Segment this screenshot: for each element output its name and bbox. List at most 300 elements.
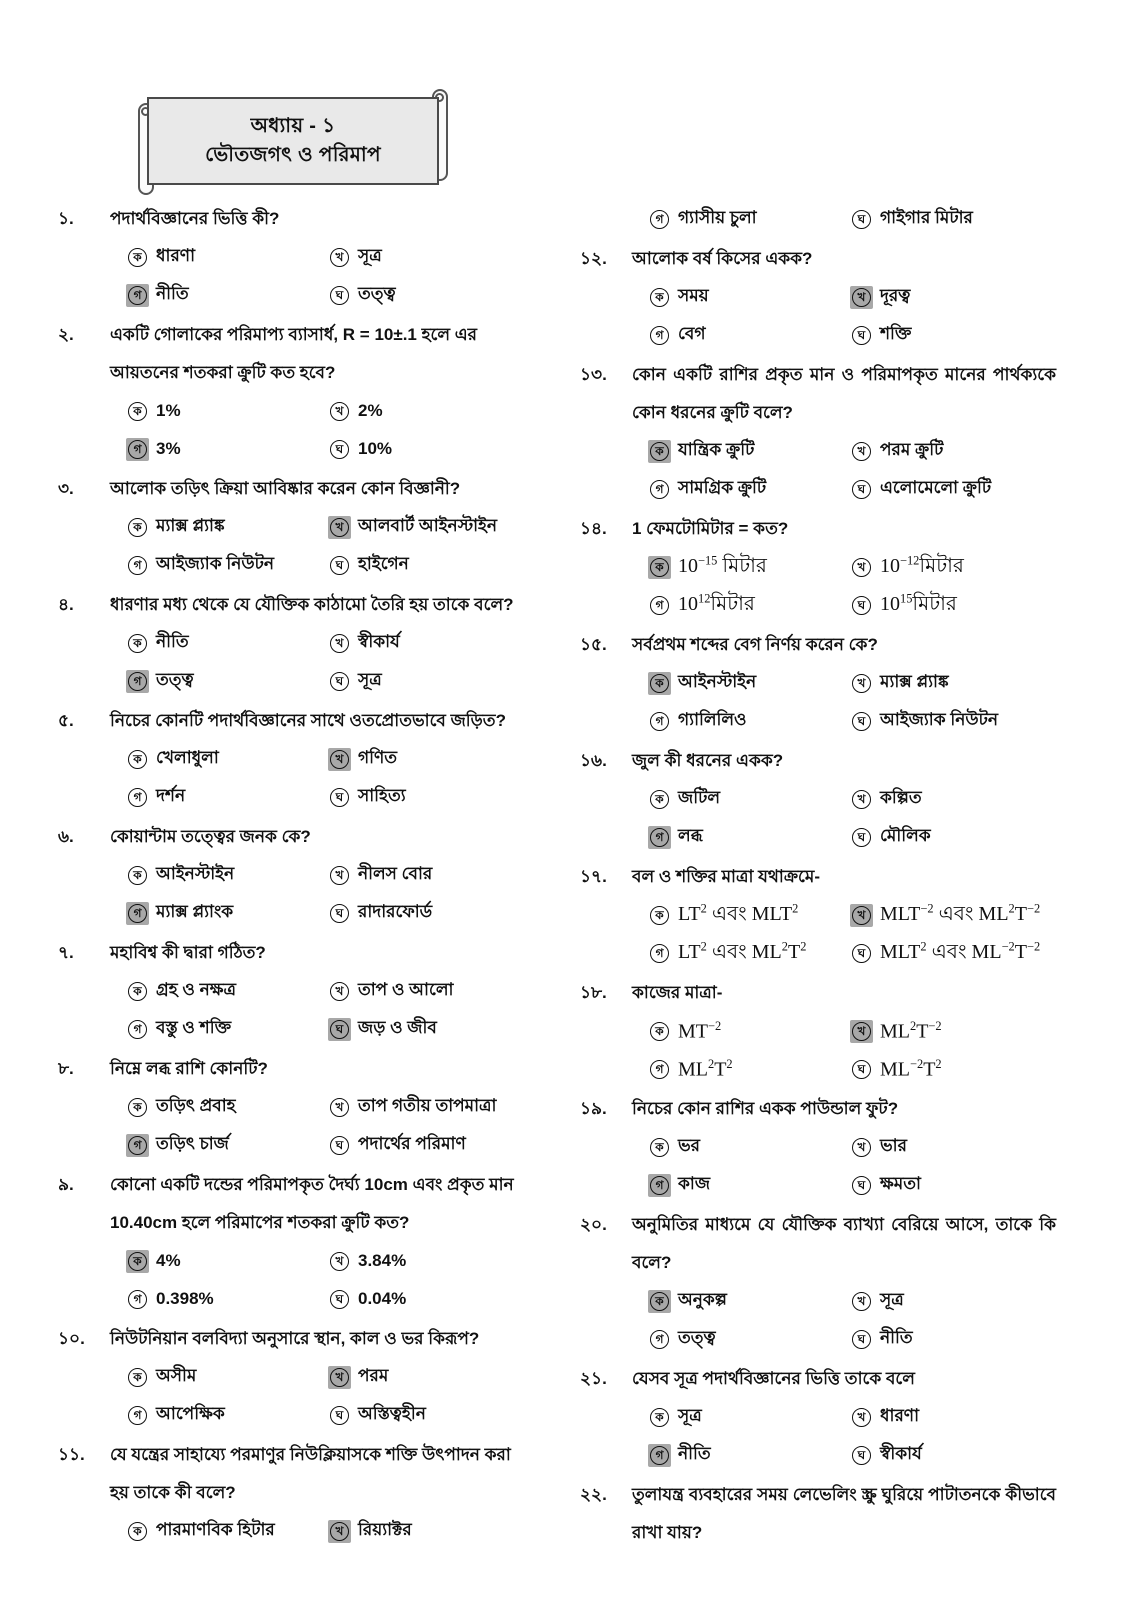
option-label: পরম ক্রুটি [880, 440, 944, 459]
option-গ[interactable] [110, 662, 322, 700]
option-label: 10% [358, 439, 393, 458]
option-marker[interactable] [328, 980, 351, 1003]
option-খ[interactable] [844, 1128, 1056, 1166]
option-ঘ[interactable] [322, 430, 534, 468]
option-marker[interactable] [126, 246, 149, 269]
option-marker[interactable] [850, 1136, 873, 1159]
option-marker-selected[interactable] [850, 286, 873, 309]
question-text: আলোক তড়িৎ ক্রিয়া আবিষ্কার করেন কোন বিজ্ঞানী? [110, 479, 461, 498]
question-text: একটি গোলাকের পরিমাপ্য ব্যাসার্ধ, R = 10±.1 হলে এর আয়তনের শতকরা ক্রুটি কত হবে? [110, 325, 478, 382]
option-label: নীতি [678, 1444, 711, 1463]
option-marker-selected[interactable] [126, 1250, 149, 1273]
question-text: জুল কী ধরনের একক? [632, 751, 784, 770]
question-number: ১২. [580, 249, 607, 268]
question-body [110, 586, 534, 700]
option-label: গ্যালিলিও [678, 710, 747, 729]
option-ঘ[interactable] [844, 200, 1056, 238]
question-block [56, 1320, 534, 1434]
option-marker[interactable] [850, 1328, 873, 1351]
option-label: নীতি [880, 1328, 913, 1347]
option-ঘ[interactable] [322, 1010, 534, 1048]
option-label: দর্শন [156, 786, 186, 805]
option-label: রিয়্যাক্টর [358, 1520, 412, 1539]
option-খ[interactable] [844, 1398, 1056, 1436]
option-ঘ[interactable] [844, 1050, 1056, 1088]
option-marker-glyph: ঘ [330, 788, 349, 807]
option-label: বস্তু ও শক্তি [156, 1018, 232, 1037]
option-marker[interactable] [648, 324, 671, 347]
option-label: MLT$^2$ এবং $ML^{-2}T^{-2}$ [880, 938, 1041, 963]
option-marker[interactable] [648, 904, 671, 927]
question-block [578, 1476, 1056, 1552]
option-label: তত্ত্ব [678, 1328, 716, 1347]
option-marker[interactable] [126, 786, 149, 809]
option-marker-selected[interactable] [126, 902, 149, 925]
option-ক[interactable] [110, 1242, 322, 1280]
option-marker-glyph: ঘ [852, 712, 871, 731]
question-body [110, 470, 534, 584]
option-খ[interactable] [322, 972, 534, 1010]
question-body [632, 1090, 1056, 1204]
option-marker-glyph: ক [650, 1138, 669, 1157]
option-ঘ[interactable] [844, 1166, 1056, 1204]
option-ক[interactable] [110, 740, 322, 778]
option-marker-selected[interactable] [328, 1520, 351, 1543]
option-ঘ[interactable] [844, 316, 1056, 354]
option-label: সামগ্রিক ক্রুটি [678, 478, 767, 497]
option-খ[interactable] [322, 1242, 534, 1280]
question-body [632, 742, 1056, 856]
option-ক[interactable] [632, 1282, 844, 1320]
option-marker-selected[interactable] [648, 556, 671, 579]
option-marker-selected[interactable] [126, 438, 149, 461]
option-গ[interactable] [632, 1320, 844, 1358]
option-list [632, 200, 1056, 238]
question-number: ১৫. [580, 635, 607, 654]
option-marker-glyph: গ [128, 788, 147, 807]
option-marker-glyph: গ [650, 1446, 669, 1465]
question-block [56, 702, 534, 816]
option-ক[interactable] [110, 392, 322, 430]
option-খ[interactable] [844, 780, 1056, 818]
option-label: 2% [358, 401, 383, 420]
option-marker[interactable] [850, 942, 873, 965]
option-marker-selected[interactable] [648, 440, 671, 463]
option-marker-glyph: ঘ [852, 944, 871, 963]
question-block [578, 1206, 1056, 1358]
option-খ[interactable] [322, 392, 534, 430]
option-marker[interactable] [328, 246, 351, 269]
option-marker[interactable] [126, 1018, 149, 1041]
question-number: ৪. [58, 595, 74, 614]
option-গ[interactable] [632, 1436, 844, 1474]
option-list [632, 432, 1056, 508]
option-marker[interactable] [648, 1328, 671, 1351]
option-marker[interactable] [850, 710, 873, 733]
option-label: অনুকল্প [678, 1290, 727, 1309]
question-text: কাজের মাত্রা- [632, 983, 723, 1002]
option-marker-glyph: গ [650, 596, 669, 615]
question-block [56, 818, 534, 932]
option-marker-glyph: ঘ [852, 1330, 871, 1349]
option-marker-selected[interactable] [126, 284, 149, 307]
option-ক[interactable] [110, 1358, 322, 1396]
option-marker-selected[interactable] [126, 670, 149, 693]
option-গ[interactable] [110, 778, 322, 816]
option-ঘ[interactable] [844, 818, 1056, 856]
option-marker-glyph: ঘ [852, 596, 871, 615]
option-গ[interactable] [632, 470, 844, 508]
option-marker-glyph: গ [128, 1406, 147, 1425]
option-marker[interactable] [126, 1288, 149, 1311]
option-label: ক্ষমতা [880, 1174, 921, 1193]
question-number: ১৬. [580, 751, 607, 770]
option-list [632, 548, 1056, 624]
option-খ[interactable] [844, 664, 1056, 702]
option-marker-glyph: খ [852, 790, 871, 809]
option-marker-selected[interactable] [648, 1174, 671, 1197]
option-marker-selected[interactable] [648, 826, 671, 849]
option-label: তত্ত্ব [358, 284, 396, 303]
option-marker-glyph: খ [330, 518, 349, 537]
option-marker-glyph: খ [330, 866, 349, 885]
option-marker-glyph: ক [650, 790, 669, 809]
option-marker-glyph: খ [330, 1098, 349, 1117]
option-ক[interactable] [110, 856, 322, 894]
option-marker[interactable] [328, 400, 351, 423]
option-গ[interactable] [110, 276, 322, 314]
option-ক[interactable] [632, 896, 844, 934]
option-গ[interactable] [110, 546, 322, 584]
option-ঘ[interactable] [844, 586, 1056, 624]
option-marker[interactable] [850, 1290, 873, 1313]
option-marker[interactable] [648, 710, 671, 733]
option-marker-glyph: খ [330, 248, 349, 267]
option-marker[interactable] [648, 208, 671, 231]
option-marker-glyph: ক [128, 1522, 147, 1541]
option-গ[interactable] [110, 894, 322, 932]
option-marker[interactable] [126, 864, 149, 887]
option-marker[interactable] [126, 554, 149, 577]
option-গ[interactable] [632, 1166, 844, 1204]
option-খ[interactable] [844, 432, 1056, 470]
option-marker[interactable] [850, 594, 873, 617]
option-গ[interactable] [632, 200, 844, 238]
question-number: ৯. [58, 1175, 74, 1194]
question-number: ৬. [58, 827, 74, 846]
option-label: গ্রহ ও নক্ষত্র [156, 980, 237, 999]
option-label: নীতি [156, 284, 189, 303]
option-ঘ[interactable] [322, 662, 534, 700]
option-গ[interactable] [632, 316, 844, 354]
option-marker[interactable] [328, 1096, 351, 1119]
option-label: নীলস বোর [358, 864, 433, 883]
option-label: $10^{15}মিটার$ [880, 590, 957, 615]
question-text: আলোক বর্ষ কিসের একক? [632, 249, 813, 268]
option-গ[interactable] [632, 586, 844, 624]
option-খ[interactable] [844, 278, 1056, 316]
option-ক[interactable] [632, 664, 844, 702]
option-marker-selected[interactable] [648, 672, 671, 695]
option-খ[interactable] [322, 508, 534, 546]
option-marker[interactable] [328, 670, 351, 693]
option-ক[interactable] [110, 624, 322, 662]
option-ঘ[interactable] [322, 546, 534, 584]
option-marker[interactable] [328, 786, 351, 809]
option-ঘ[interactable] [844, 470, 1056, 508]
option-marker-glyph: ক [128, 634, 147, 653]
option-marker[interactable] [850, 556, 873, 579]
option-marker[interactable] [126, 1096, 149, 1119]
option-marker[interactable] [328, 1134, 351, 1157]
option-label: খেলাধুলা [156, 748, 219, 767]
option-খ[interactable] [844, 896, 1056, 934]
option-marker-selected[interactable] [850, 904, 873, 927]
question-block [578, 858, 1056, 972]
question-body [110, 934, 534, 1048]
question-body [632, 510, 1056, 624]
option-marker[interactable] [328, 632, 351, 655]
question-text: ধারণার মধ্য থেকে যে যৌক্তিক কাঠামো তৈরি হয় তাকে বলে? [110, 595, 514, 614]
option-label: যান্ত্রিক ক্রুটি [678, 440, 755, 459]
option-marker[interactable] [850, 1174, 873, 1197]
option-marker[interactable] [648, 1406, 671, 1429]
option-marker-glyph: ক [650, 906, 669, 925]
option-label: শক্তি [880, 324, 912, 343]
option-marker[interactable] [126, 1520, 149, 1543]
option-list [632, 1128, 1056, 1204]
option-label: তাপ গতীয় তাপমাত্রা [358, 1096, 497, 1115]
option-label: গাইগার মিটার [880, 208, 973, 227]
option-marker[interactable] [328, 1404, 351, 1427]
option-label: অসীম [156, 1366, 197, 1385]
option-label: 0.398% [156, 1289, 214, 1308]
option-marker[interactable] [328, 1250, 351, 1273]
option-marker-glyph: গ [650, 828, 669, 847]
option-label: $ML^2T^{-2}$ [880, 1018, 942, 1043]
option-marker[interactable] [850, 1406, 873, 1429]
option-label: বেগ [678, 324, 706, 343]
option-label: $ML^2T^2$ [678, 1056, 733, 1081]
option-marker[interactable] [328, 554, 351, 577]
option-গ[interactable] [632, 818, 844, 856]
question-block [578, 240, 1056, 354]
option-marker[interactable] [126, 980, 149, 1003]
option-marker-glyph: গ [128, 904, 147, 923]
question-number: ১৩. [580, 365, 607, 384]
option-marker[interactable] [126, 632, 149, 655]
question-block [56, 316, 534, 468]
option-marker[interactable] [126, 400, 149, 423]
option-list [632, 896, 1056, 972]
option-marker[interactable] [328, 1288, 351, 1311]
option-ঘ[interactable] [322, 894, 534, 932]
option-marker[interactable] [328, 864, 351, 887]
option-marker[interactable] [648, 1020, 671, 1043]
option-ঘ[interactable] [322, 1280, 534, 1318]
option-marker-glyph: ঘ [330, 556, 349, 575]
option-marker-glyph: গ [128, 672, 147, 691]
option-marker-selected[interactable] [126, 1134, 149, 1157]
option-ক[interactable] [110, 1088, 322, 1126]
question-number: ১৭. [580, 867, 607, 886]
option-marker-glyph: খ [852, 674, 871, 693]
option-marker-glyph: ক [128, 866, 147, 885]
option-list [632, 1012, 1056, 1088]
option-খ[interactable] [322, 1358, 534, 1396]
question-text: কোয়ান্টাম তত্ত্বের জনক কে? [110, 827, 311, 846]
question-number: ৮. [58, 1059, 74, 1078]
option-marker[interactable] [648, 942, 671, 965]
option-ঘ[interactable] [844, 1436, 1056, 1474]
option-label: কাজ [678, 1174, 711, 1193]
option-marker[interactable] [850, 208, 873, 231]
option-marker[interactable] [850, 788, 873, 811]
option-marker-glyph: ক [650, 674, 669, 693]
question-number: ১৮. [580, 983, 607, 1002]
option-marker-glyph: ঘ [330, 1020, 349, 1039]
option-marker-selected[interactable] [648, 1290, 671, 1313]
option-ক[interactable] [632, 1398, 844, 1436]
option-marker[interactable] [648, 1136, 671, 1159]
option-marker-glyph: ঘ [330, 1136, 349, 1155]
option-ক[interactable] [110, 1512, 322, 1550]
option-ক[interactable] [632, 780, 844, 818]
option-list [110, 740, 534, 816]
option-ক[interactable] [632, 1128, 844, 1166]
option-marker[interactable] [126, 748, 149, 771]
option-খ[interactable] [844, 1012, 1056, 1050]
option-খ[interactable] [844, 548, 1056, 586]
option-ক[interactable] [110, 972, 322, 1010]
question-block [578, 742, 1056, 856]
option-label: লব্ধ [678, 826, 703, 845]
option-marker-glyph: খ [330, 1252, 349, 1271]
option-label: $10^{12}মিটার$ [678, 590, 755, 615]
option-ক[interactable] [110, 238, 322, 276]
option-marker-glyph: খ [330, 402, 349, 421]
option-গ[interactable] [632, 1050, 844, 1088]
option-marker[interactable] [328, 438, 351, 461]
option-label: দূরত্ব [880, 286, 911, 305]
option-marker-selected[interactable] [850, 1020, 873, 1043]
option-marker[interactable] [126, 1366, 149, 1389]
option-marker[interactable] [850, 672, 873, 695]
option-label: আলবার্ট আইনস্টাইন [358, 516, 498, 535]
option-list [110, 624, 534, 700]
option-marker-glyph: খ [852, 1292, 871, 1311]
option-ক[interactable] [632, 1012, 844, 1050]
question-block [56, 200, 534, 314]
option-list [632, 278, 1056, 354]
option-খ[interactable] [844, 1282, 1056, 1320]
option-marker[interactable] [648, 1058, 671, 1081]
question-block [578, 1360, 1056, 1474]
question-text: পদার্থবিজ্ঞানের ভিত্তি কী? [110, 209, 280, 228]
option-marker[interactable] [850, 826, 873, 849]
option-marker[interactable] [648, 286, 671, 309]
option-marker[interactable] [648, 594, 671, 617]
option-marker-glyph: খ [852, 558, 871, 577]
option-label: অস্তিত্বহীন [358, 1404, 426, 1423]
option-marker[interactable] [850, 324, 873, 347]
option-ঘ[interactable] [322, 276, 534, 314]
option-ঘ[interactable] [844, 1320, 1056, 1358]
option-marker-glyph: খ [852, 1138, 871, 1157]
option-খ[interactable] [322, 1088, 534, 1126]
question-text: অনুমিতির মাধ্যমে যে যৌক্তিক ব্যাখ্যা বেরিয়ে আসে, তাকে কি বলে? [632, 1215, 1056, 1272]
option-label: গণিত [358, 748, 398, 767]
question-number: ১. [58, 209, 74, 228]
question-number: ১০. [58, 1329, 85, 1348]
option-marker[interactable] [850, 1058, 873, 1081]
question-block [578, 974, 1056, 1088]
question-body [110, 1166, 534, 1318]
option-marker-glyph: ক [128, 518, 147, 537]
question-body [110, 818, 534, 932]
option-ঘ[interactable] [322, 778, 534, 816]
chapter-title: ভৌতজগৎ ও পরিমাপ [205, 144, 381, 166]
option-label: পরম [358, 1366, 389, 1385]
option-ঘ[interactable] [322, 1396, 534, 1434]
option-গ[interactable] [110, 430, 322, 468]
option-marker[interactable] [850, 440, 873, 463]
option-marker[interactable] [126, 516, 149, 539]
option-ঘ[interactable] [844, 702, 1056, 740]
option-marker[interactable] [648, 478, 671, 501]
option-ঘ[interactable] [322, 1126, 534, 1164]
question-body [632, 1476, 1056, 1552]
option-marker-selected[interactable] [328, 1018, 351, 1041]
option-marker[interactable] [328, 902, 351, 925]
option-marker[interactable] [850, 478, 873, 501]
option-গ[interactable] [110, 1010, 322, 1048]
question-block [56, 1436, 534, 1550]
option-marker[interactable] [648, 788, 671, 811]
option-ক[interactable] [632, 278, 844, 316]
option-marker-glyph: ঘ [330, 904, 349, 923]
option-খ[interactable] [322, 238, 534, 276]
question-body [632, 974, 1056, 1088]
option-ক[interactable] [110, 508, 322, 546]
option-ক[interactable] [632, 432, 844, 470]
option-label: সূত্র [358, 246, 382, 265]
option-marker[interactable] [126, 1404, 149, 1427]
option-marker[interactable] [328, 284, 351, 307]
option-গ[interactable] [632, 702, 844, 740]
option-marker-selected[interactable] [648, 1444, 671, 1467]
option-খ[interactable] [322, 1512, 534, 1550]
option-গ[interactable] [632, 934, 844, 972]
option-খ[interactable] [322, 624, 534, 662]
option-গ[interactable] [110, 1396, 322, 1434]
option-marker[interactable] [850, 1444, 873, 1467]
option-খ[interactable] [322, 856, 534, 894]
option-ক[interactable] [632, 548, 844, 586]
option-খ[interactable] [322, 740, 534, 778]
option-marker-selected[interactable] [328, 748, 351, 771]
question-body [632, 1360, 1056, 1474]
option-label: ম্যাক্স প্ল্যাংক [156, 902, 234, 921]
option-marker-selected[interactable] [328, 516, 351, 539]
option-গ[interactable] [110, 1280, 322, 1318]
option-ঘ[interactable] [844, 934, 1056, 972]
option-marker-glyph: ঘ [330, 286, 349, 305]
option-গ[interactable] [110, 1126, 322, 1164]
question-block [578, 1090, 1056, 1204]
option-marker-selected[interactable] [328, 1366, 351, 1389]
question-block [56, 1166, 534, 1318]
